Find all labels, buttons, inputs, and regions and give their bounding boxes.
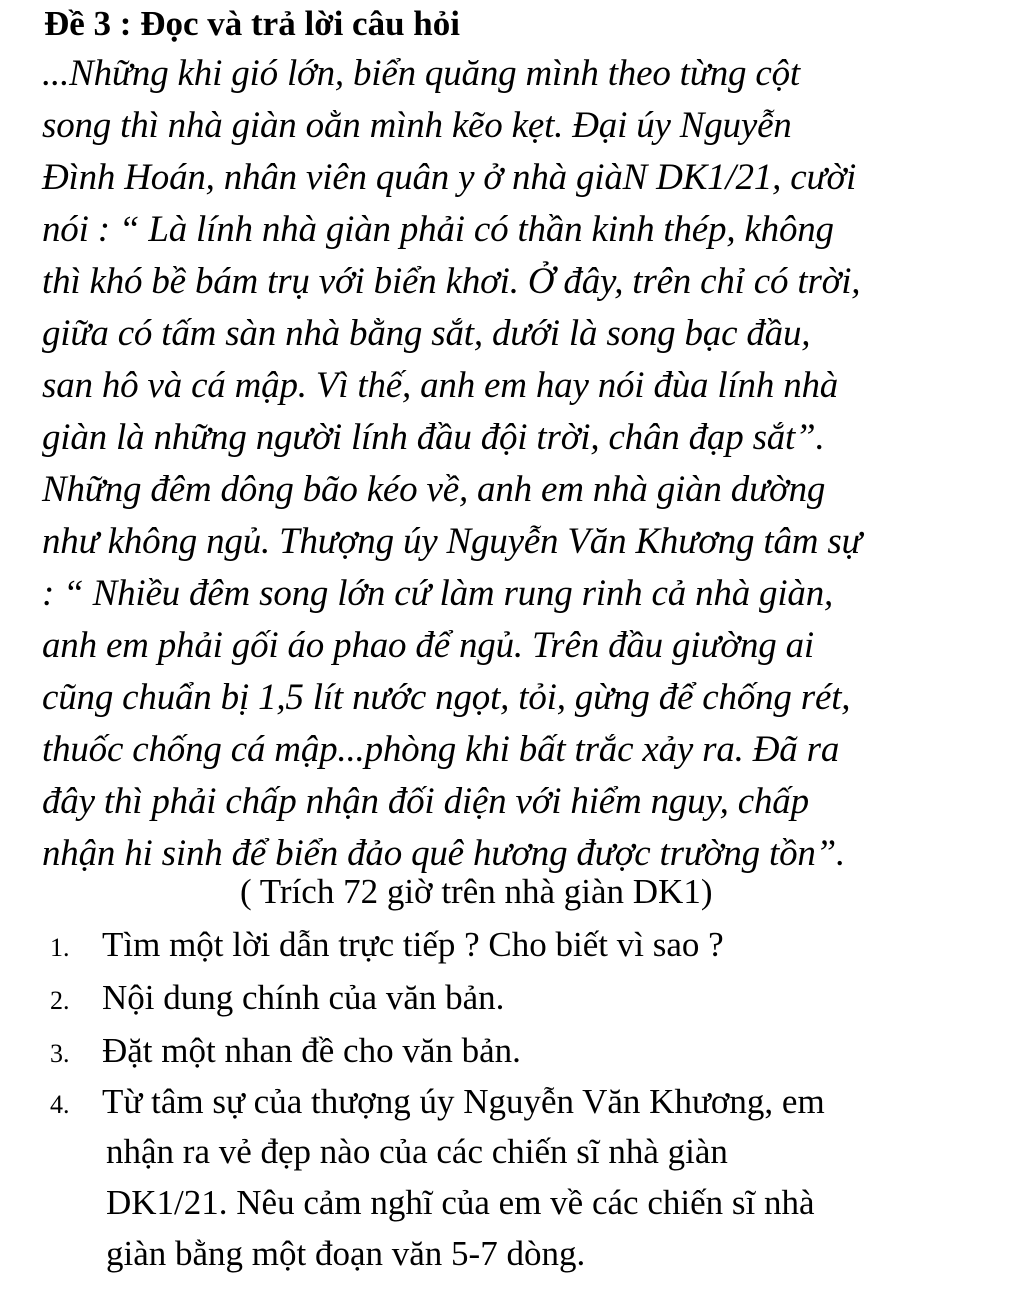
passage-line: thuốc chống cá mập...phòng khi bất trắc xảy ra. Đã ra	[42, 729, 840, 770]
question-number: 4.	[50, 1090, 70, 1119]
question-3	[50, 1031, 521, 1074]
question-text: Từ tâm sự của thượng úy Nguyễn Văn Khương, em	[102, 1082, 825, 1121]
passage-line: cũng chuẩn bị 1,5 lít nước ngọt, tỏi, gừng để chống rét,	[42, 677, 851, 718]
question-number: 2.	[50, 986, 70, 1015]
page-title: Đề 3 : Đọc và trả lời câu hỏi	[44, 4, 460, 43]
question-4-continuation: nhận ra vẻ đẹp nào của các chiến sĩ nhà giàn	[106, 1132, 728, 1171]
question-1	[50, 925, 724, 968]
passage-line: nói : “ Là lính nhà giàn phải có thần kinh thép, không	[42, 209, 834, 250]
question-4	[50, 1082, 825, 1125]
source-citation: ( Trích 72 giờ trên nhà giàn DK1)	[240, 872, 713, 911]
question-text: Tìm một lời dẫn trực tiếp ? Cho biết vì sao ?	[102, 925, 724, 964]
question-2	[50, 978, 504, 1021]
passage-line: giàn là những người lính đầu đội trời, chân đạp sắt”.	[42, 417, 825, 458]
passage-line: Những đêm dông bão kéo về, anh em nhà giàn dường	[42, 469, 826, 510]
question-4-continuation: giàn bằng một đoạn văn 5-7 dòng.	[106, 1234, 586, 1273]
passage-line: ...Những khi gió lớn, biển quăng mình theo từng cột	[42, 53, 800, 94]
question-text: Đặt một nhan đề cho văn bản.	[102, 1031, 521, 1070]
passage-line: Đình Hoán, nhân viên quân y ở nhà giàN DK1/21, cười	[42, 157, 857, 198]
question-number: 3.	[50, 1039, 70, 1068]
passage-line: thì khó bề bám trụ với biển khơi. Ở đây, trên chỉ có trời,	[42, 261, 861, 302]
question-number: 1.	[50, 933, 70, 962]
passage-line: đây thì phải chấp nhận đối diện với hiểm nguy, chấp	[42, 781, 809, 822]
passage-line: anh em phải gối áo phao để ngủ. Trên đầu giường ai	[42, 625, 814, 666]
question-4-continuation: DK1/21. Nêu cảm nghĩ của em về các chiến sĩ nhà	[106, 1183, 815, 1222]
passage-line: san hô và cá mập. Vì thế, anh em hay nói đùa lính nhà	[42, 365, 839, 406]
passage-line: : “ Nhiều đêm song lớn cứ làm rung rinh cả nhà giàn,	[42, 573, 834, 614]
passage-line: song thì nhà giàn oằn mình kẽo kẹt. Đại úy Nguyễn	[42, 105, 792, 146]
question-text: Nội dung chính của văn bản.	[102, 978, 505, 1017]
passage-line: như không ngủ. Thượng úy Nguyễn Văn Khương tâm sự	[42, 521, 862, 562]
passage-line: nhận hi sinh để biển đảo quê hương được trường tồn”.	[42, 833, 846, 874]
passage-line: giữa có tấm sàn nhà bằng sắt, dưới là song bạc đầu,	[42, 313, 811, 354]
